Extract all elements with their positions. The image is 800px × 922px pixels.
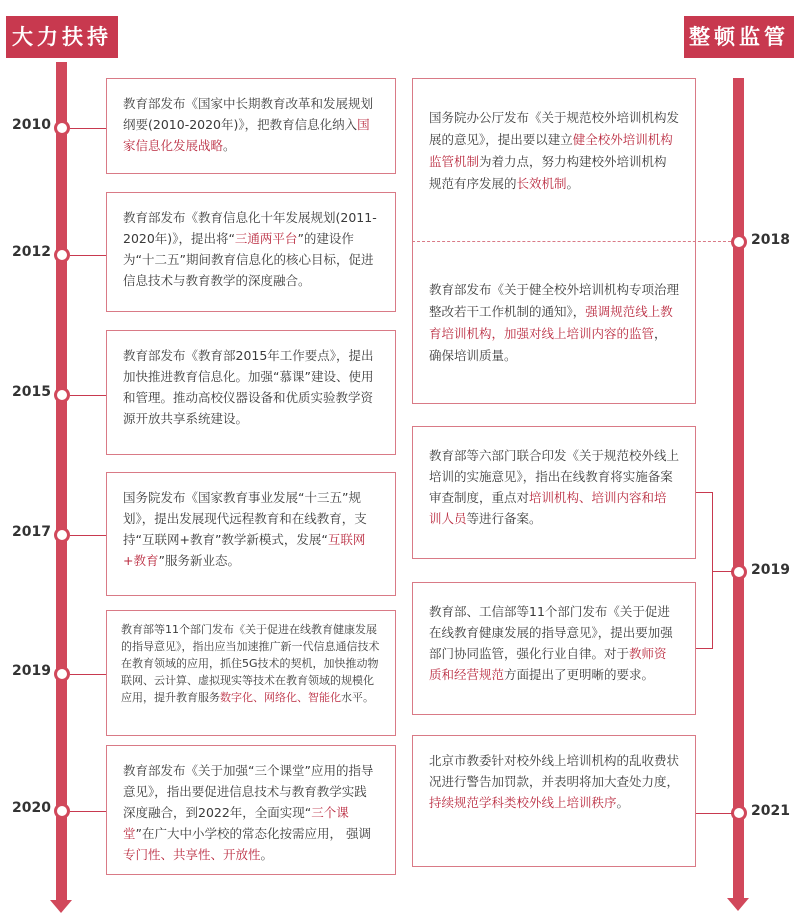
highlight-text: 健全校外培训机构监管机制 [429,132,673,169]
body-text: 国务院办公厅发布《关于规范校外培训机构发展的意见》，提出要以建立 [429,110,680,147]
left-event-box [106,78,396,174]
body-text: 教育部发布《国家中长期教育改革和发展规划纲要(2010-2020年)》，把教育信息化纳入 [123,96,374,132]
year-label-left: 2017 [12,524,51,540]
body-text: 教育部发布《教育部2015年工作要点》，提出加快推进教育信息化。加强“慕课”建设、使用和管理。推动高校仪器设备和优质实验教学资源开放共享系统建设。 [123,348,374,426]
body-text: 。 [616,795,630,810]
connector [70,535,106,536]
body-text: 教育部发布《关于加强“三个课堂”应用的指导意见》，指出要促进信息技术与教育教学实践深度融合，到2022年，全面实现“ [123,763,374,820]
body-text: 。 [566,176,580,191]
left-event-box [106,745,396,875]
body-text: 为着力点，努力构建校外培训机构规范有序发展的 [429,154,667,191]
body-text: 国务院发布《国家教育事业发展“十三五”规划》，提出发展现代远程教育和在线教育，支持“互联网+教育”教学新模式，发展“ [123,490,367,547]
body-text: ”的建设作为“十二五”期间教育信息化的核心目标，促进信息技术与教育教学的深度融合。 [123,231,374,288]
highlight-text: 互联网+教育 [123,532,366,568]
right-event-box [412,582,696,715]
year-label-right: 2021 [751,803,790,819]
highlight-text: 三通两平台 [234,231,298,246]
left-timeline-line [56,62,67,902]
timeline-node [54,666,70,682]
highlight-text: 教师资质和经营规范 [429,646,667,682]
connector [696,813,733,814]
timeline-node [731,805,747,821]
highlight-text: 强调规范线上教育培训机构，加强对线上培训内容的监管 [429,304,673,341]
highlight-text: 持续规范学科类校外线上培训秩序 [429,795,617,810]
highlight-text: 数字化、网络化、智能化 [220,691,341,704]
timeline-node [54,387,70,403]
body-text: 方面提出了更明晰的要求。 [504,667,655,682]
left-event-box [106,330,396,455]
right-event-box [412,735,696,867]
connector [696,648,712,649]
year-label-left: 2019 [12,663,51,679]
connector [712,571,733,572]
connector [70,811,106,812]
body-text: 。 [223,138,236,153]
right-timeline-line [733,78,744,900]
left-arrow-down-icon [50,900,72,913]
connector [70,395,106,396]
timeline-node [54,247,70,263]
highlight-text: 专门性、共享性、开放性 [123,847,261,862]
timeline-node [54,803,70,819]
left-event-box [106,472,396,596]
highlight-text: 三个课堂 [123,805,349,841]
body-text: 教育部发布《教育信息化十年发展规划(2011-2020年)》，提出将“ [123,210,377,246]
body-text: ”服务新业态。 [158,553,240,568]
body-text: 。 [260,847,274,862]
year-label-left: 2012 [12,244,51,260]
body-text: 北京市教委针对校外线上培训机构的乱收费状况进行警告加罚款，并表明将加大查处力度， [429,753,680,789]
year-label-right: 2018 [751,232,790,248]
body-text: 教育部、工信部等11个部门发布《关于促进在线教育健康发展的指导意见》，提出要加强部门协同监管，强化行业自律。对于 [429,604,673,661]
body-text: ”在广大中小学校的常态化按需应用， 强调 [135,826,371,841]
timeline-node [54,120,70,136]
right-event-text [429,107,679,195]
highlight-text: 培训机构、培训内容和培训人员 [429,490,667,526]
highlight-text: 国家信息化发展战略 [123,117,370,153]
left-event-box [106,192,396,312]
right-arrow-down-icon [727,898,749,911]
body-text: 教育部发布《关于健全校外培训机构专项治理整改若干工作机制的通知》， [429,282,680,319]
timeline-node [731,234,747,250]
connector [70,674,106,675]
header-left-title: 大力扶持 [6,16,118,58]
highlight-text: 长效机制 [516,176,567,191]
year-label-left: 2010 [12,117,51,133]
right-event-box [412,426,696,559]
dashed-divider [412,241,731,242]
timeline-node [731,564,747,580]
connector [70,255,106,256]
year-label-left: 2020 [12,800,51,816]
connector [70,128,106,129]
body-text: 水平。 [341,691,374,704]
right-event-text [429,279,679,367]
left-event-box [106,610,396,736]
header-right-title: 整顿监管 [684,16,794,58]
year-label-left: 2015 [12,384,51,400]
connector [696,492,712,493]
body-text: 等进行备案。 [466,511,542,526]
body-text: ，确保培训质量。 [429,326,667,363]
body-text: 教育部等六部门联合印发《关于规范校外线上培训的实施意见》，指出在线教育将实施备案审查制度，重点对 [429,448,680,505]
timeline-node [54,527,70,543]
year-label-right: 2019 [751,562,790,578]
body-text: 教育部等11个部门发布《关于促进在线教育健康发展的指导意见》，指出应当加速推广新一代信息通信技术在教育领域的应用，抓住5G技术的契机，加快推动物联网、云计算、虚拟现实等技术在教育领域的规模化应用，提升教育服务 [121,623,380,704]
